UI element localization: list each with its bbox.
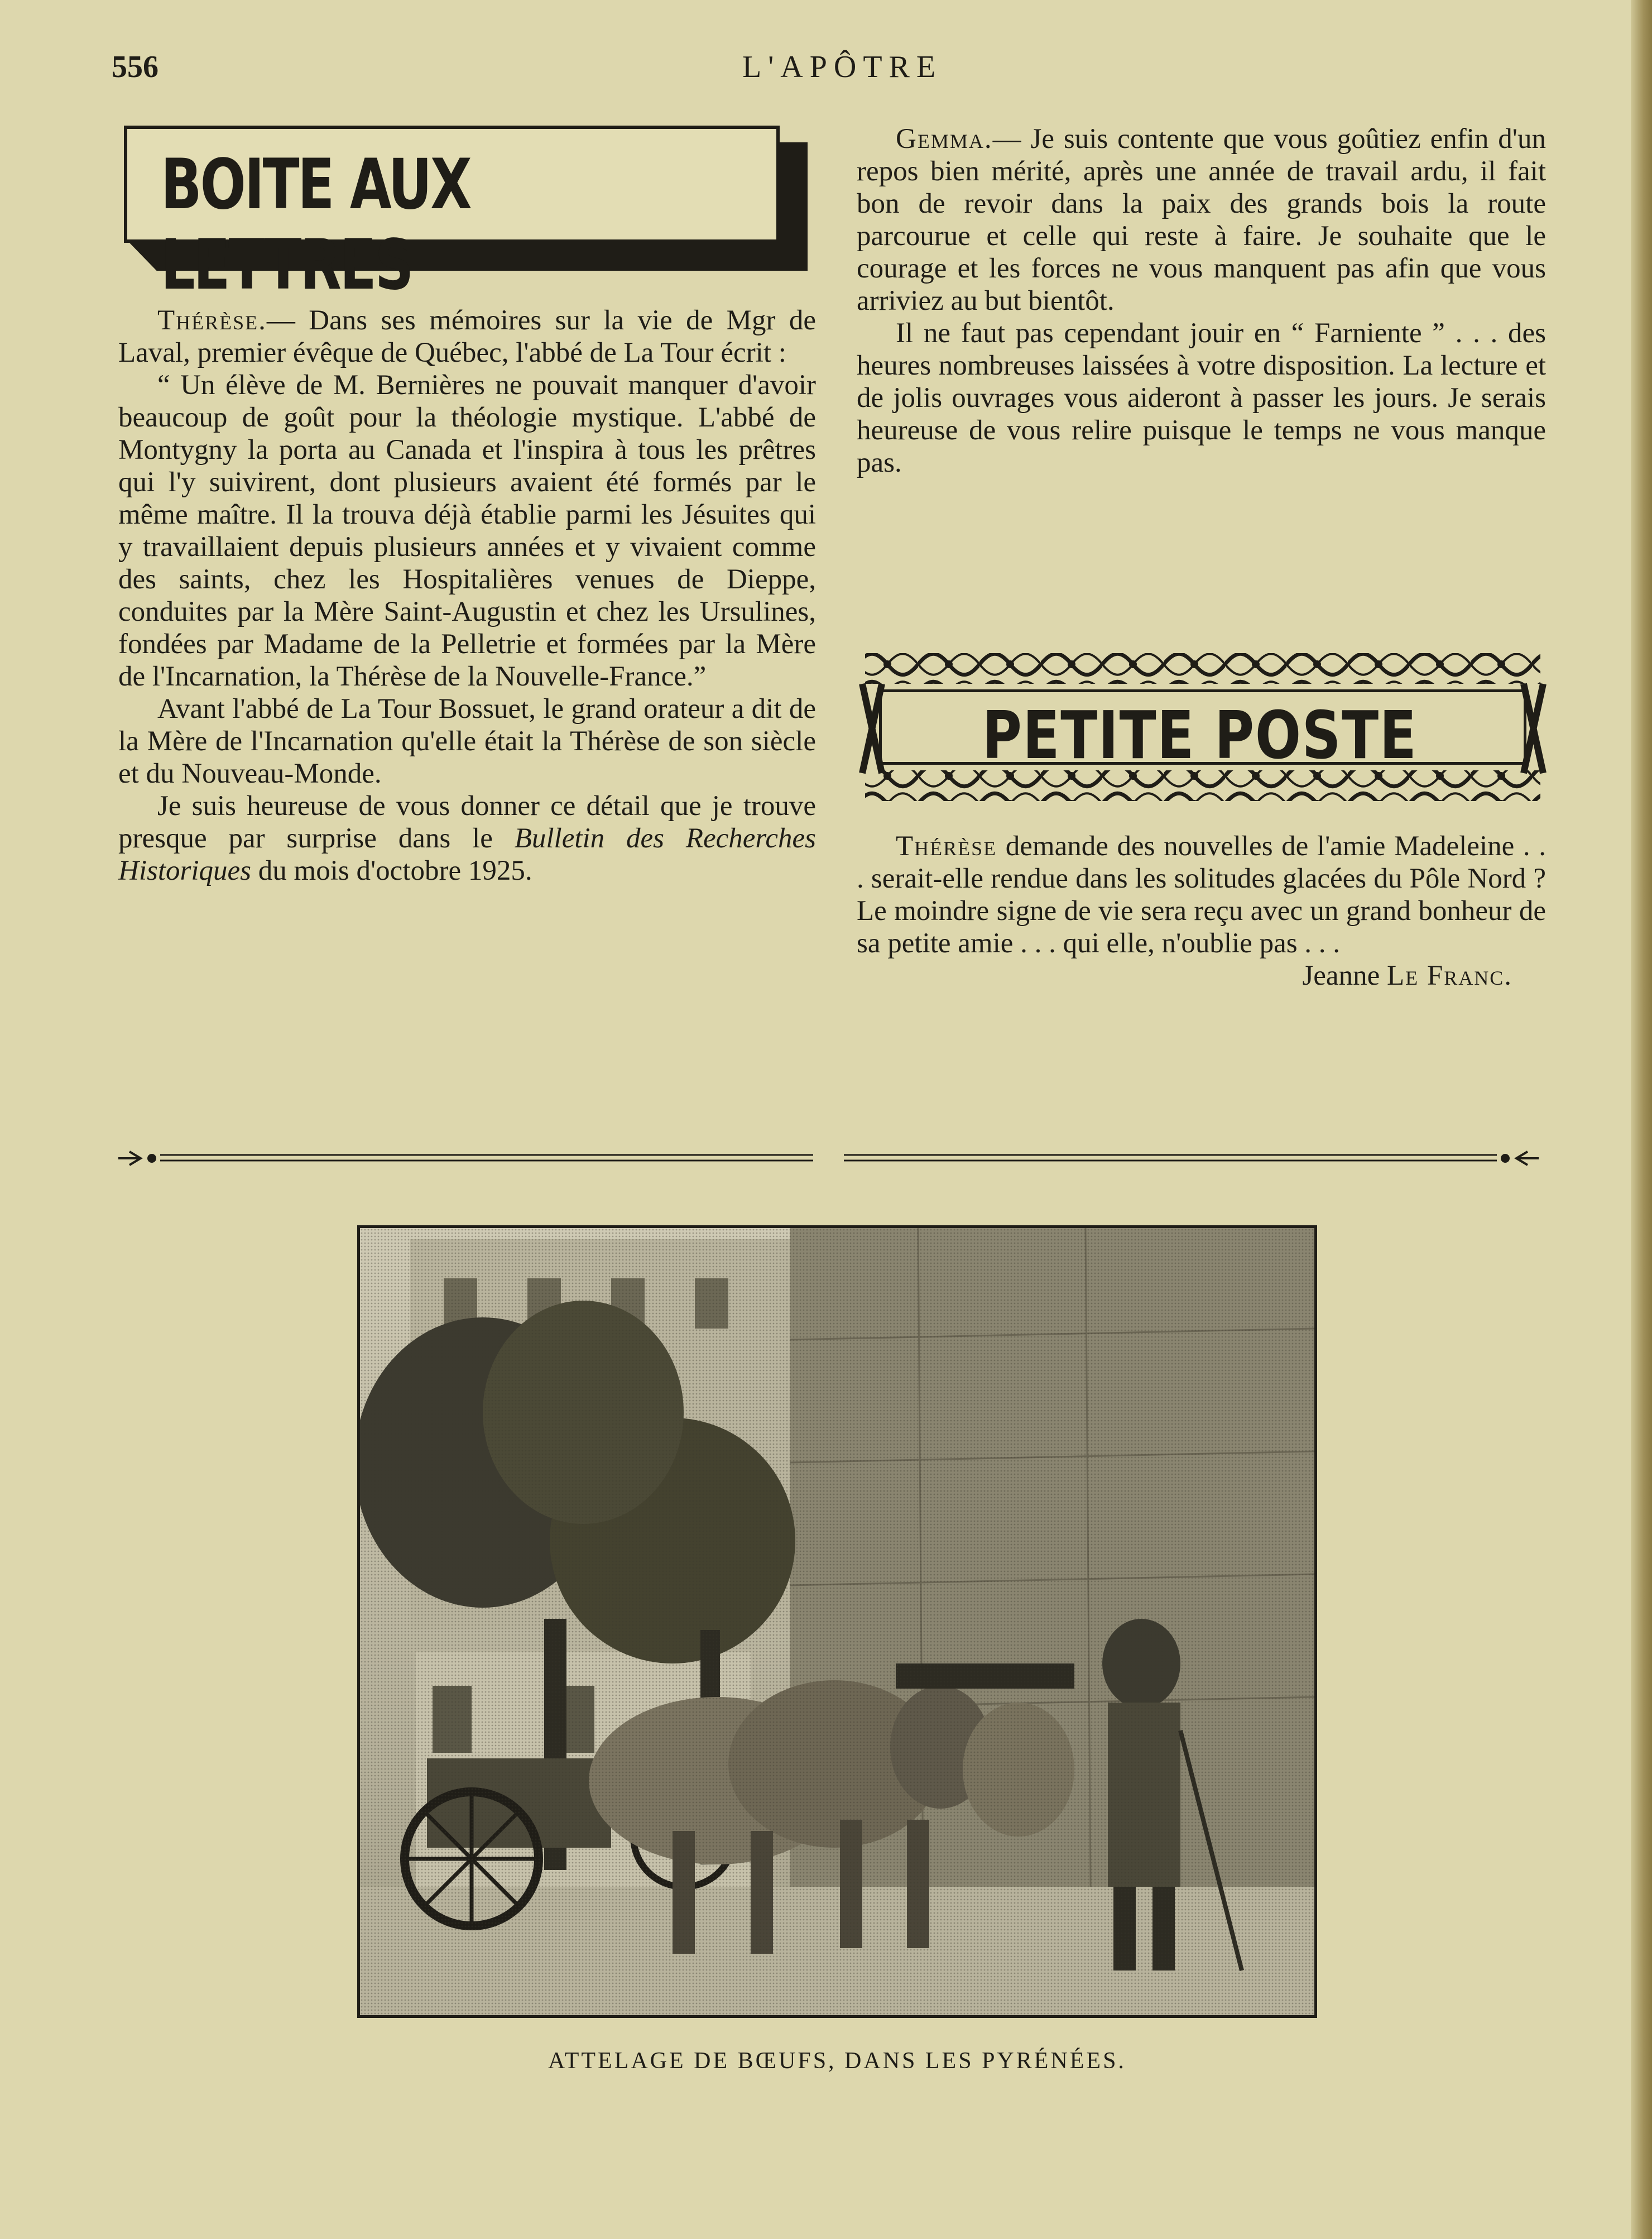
page-number: 556 (112, 50, 159, 84)
ox-team-photograph (357, 1225, 1317, 2018)
paragraph (857, 830, 1546, 960)
publication-title: Bulletin des Recherches Historiques (118, 823, 816, 886)
petite-poste-heading: PETITE POSTE (982, 697, 1418, 774)
running-title: L'APÔTRE (742, 50, 943, 84)
addressee: Gemma. (896, 123, 993, 155)
boite-aux-lettres-heading: BOITE AUX LETTRES (161, 145, 470, 305)
petite-poste-notice (857, 830, 1546, 992)
paragraph-text: Je suis heureuse de vous donner ce détail que je trouve presque par surprise dans le (118, 790, 816, 854)
photo-caption: ATTELAGE DE BŒUFS, DANS LES PYRÉNÉES. (548, 2048, 1126, 2074)
banner-box (124, 126, 780, 305)
paragraph: Il ne faut pas cependant jouir en “ Farniente ” . . . des heures nombreuses laissées à votre disposition. La lecture et de jolis ouvrages vous aideront à passer les jours. Je serais heureuse de vous relire puisque le temps ne vous manque pas. (857, 318, 1546, 478)
paragraph: “ Un élève de M. Bernières ne pouvait manquer d'avoir beaucoup de goût pour la théologie mystique. L'abbé de Montygny la porta au Canada et l'inspira à tous les prêtres qui l'y suivirent, dont plusieurs avaient été formés par le même maître. Il la trouva déjà établie parmi les Jésuites qui y travaillaient depuis plusieurs années et y vivaient comme des saints, chez les Hospitalières venues de Dieppe, conduites par la Mère Saint-Augustin et chez les Ursulines, fondées par Madame de la Pelletrie et formées par la Mère de l'Incarnation, la Thérèse de la Nouvelle-France.” (118, 370, 816, 692)
signature-first-name: Jeanne (1302, 960, 1387, 991)
photo-illustration (360, 1228, 1314, 2015)
paragraph-text: demande des nouvelles de l'amie Madeleine . . . serait-elle rendue dans les solitudes glacées du Pôle Nord ? Le moindre signe de vie sera reçu avec un grand bonheur de sa petite amie . . . qui elle, n'oublie pas . . . (857, 831, 1546, 959)
paragraph (857, 123, 1546, 317)
banner-frame (879, 689, 1526, 774)
book-spine-edge (1631, 0, 1652, 2239)
paragraph-text: — Je suis contente que vous goûtiez enfin d'un repos bien mérité, après une année de travail ardu, il fait bon de revoir dans la paix des grands bois la route parcourue et celle qui reste à faire. Je souhaite que le courage et les forces ne vous manquent pas afin que vous arriviez au but bientôt. (857, 123, 1546, 317)
letter-therese (118, 304, 816, 887)
addressee: Thérèse (896, 831, 997, 862)
banner-shadow (780, 142, 808, 271)
paragraph (118, 304, 816, 369)
paragraph (118, 790, 816, 887)
signature (857, 960, 1546, 992)
paragraph: Avant l'abbé de La Tour Bossuet, le grand orateur a dit de la Mère de l'Incarnation qu'elle était la Thérèse de son siècle et du Nouveau-Monde. (118, 693, 816, 789)
petite-poste-banner (857, 650, 1549, 804)
ornamental-separator (118, 1147, 1539, 1169)
paragraph-text: du mois d'octobre 1925. (251, 855, 532, 886)
letter-gemma (857, 123, 1546, 479)
signature-surname: Le Franc. (1386, 960, 1512, 991)
paragraph-text: — Dans ses mémoires sur la vie de Mgr de Laval, premier évêque de Québec, l'abbé de La Tour écrit : (118, 305, 816, 368)
addressee: Thérèse. (157, 305, 267, 336)
boite-aux-lettres-banner (124, 126, 816, 305)
